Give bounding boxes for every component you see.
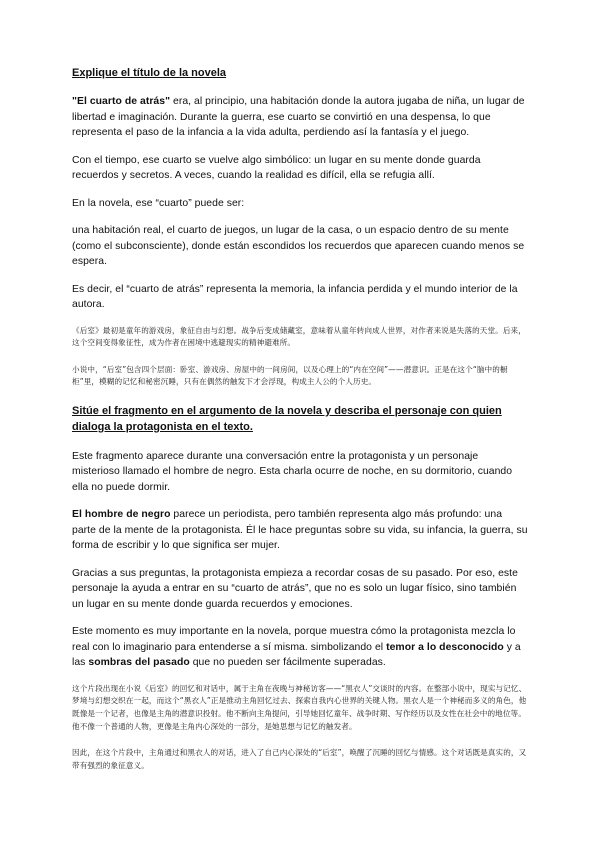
section-heading-fragment: Sitúe el fragmento en el argumento de la novela y describa el personaje con quien dialoga la protagonista en el texto. xyxy=(72,404,502,433)
paragraph-importance-text-a: Este momento es muy importante en la novela, porque muestra cómo la protagonista mezcla lo real con lo imaginario para entenderse a sí misma. simbolizando el xyxy=(72,626,516,653)
bold-fear-unknown: temor a lo desconocido xyxy=(386,641,504,653)
chinese-paragraph-3: 这个片段出现在小说《后室》的回忆和对话中，属于主角在夜晚与神秘访客——“黑衣人”交谈时的内容。在整部小说中，现实与记忆、梦境与幻想交织在一起，而这个“黑衣人”正是推动主角回忆过去、探索自我内心世界的关键人物。黑衣人是一个神秘而多义的角色，他既像是一个记者，也像是主角的潜意识投射。他不断向主角提问，引导她回忆童年、战争时期、写作经历以及女性在社会中的地位等。他不像一个普通的人物，更像是主角内心深处的一部分，是她思想与记忆的触发者。 xyxy=(72,683,527,731)
paragraph-memories: Gracias a sus preguntas, la protagonista empieza a recordar cosas de su pasado. Por eso, este personaje la ayuda a entrar en su “cuarto de atrás”, que no es solo un lugar físico, sino también un lugar en su mente donde guarda recuerdos y emociones. xyxy=(72,567,518,610)
paragraph-can-be: En la novela, ese “cuarto” puede ser: xyxy=(72,197,245,209)
paragraph-importance-text-d: que no pueden ser fácilmente superadas. xyxy=(189,657,386,669)
paragraph-summary: Es decir, el “cuarto de atrás” representa la memoria, la infancia perdida y el mundo interior de la autora. xyxy=(72,283,518,310)
paragraph-man-in-black-text: parece un periodista, pero también representa algo más profundo: una parte de la mente de la protagonista. Él le hace preguntas sobre su vida, su infancia, la guerra, su forma de escribir y lo que significa ser mujer. xyxy=(72,509,528,552)
paragraph-symbolic: Con el tiempo, ese cuarto se vuelve algo simbólico: un lugar en su mente donde guarda recuerdos y secretos. A veces, cuando la realidad es difícil, ella se refugia allí. xyxy=(72,154,481,181)
paragraph-intro xyxy=(72,94,528,141)
paragraph-importance-text-c: y a las xyxy=(72,641,521,669)
bold-title-phrase: "El cuarto de atrás" xyxy=(72,96,171,107)
document-body xyxy=(72,66,528,786)
paragraph-man-in-black xyxy=(72,507,528,554)
paragraph-intro-text: era, al principio, una habitación donde la autora jugaba de niña, un lugar de libertad e imaginación. Durante la guerra, ese cuarto se convirtió en una despensa, lo que representa el paso de la infancia a la vida adulta, perdiendo así la fantasía y el juego. xyxy=(72,96,525,138)
chinese-paragraph-2: 小说中，“后室”包含四个层面：卧室、游戏房、房屋中的一间房间，以及心理上的“内在空间”——潜意识。正是在这个“脑中的橱柜”里，模糊的记忆和秘密沉睡，只有在偶然的触发下才会浮现，构成主人公的个人历史。 xyxy=(72,364,508,387)
section-heading-title: Explique el título de la novela xyxy=(72,67,227,79)
chinese-paragraph-4: 因此，在这个片段中，主角通过和黑衣人的对话，进入了自己内心深处的“后室”，唤醒了沉睡的回忆与情感。这个对话既是真实的，又带有强烈的象征意义。 xyxy=(72,748,527,770)
chinese-paragraph-1: 《后室》最初是童年的游戏房，象征自由与幻想。战争后变成储藏室，意味着从童年转向成人世界，对作者来说是失落的天堂。后来，这个空间变得象征性，成为作者在困境中逃避现实的精神避难所。 xyxy=(72,325,526,348)
paragraph-fragment-context: Este fragmento aparece durante una conversación entre la protagonista y un personaje misterioso llamado el hombre de negro. Esta charla ocurre de noche, en su dormitorio, cuando ella no puede dormir. xyxy=(72,450,513,493)
bold-shadows-past: sombras del pasado xyxy=(88,657,190,669)
paragraph-room-types: una habitación real, el cuarto de juegos, un lugar de la casa, o un espacio dentro de su mente (como el subconsciente), donde están escondidos los recuerdos que aparecen cuando menos se espera. xyxy=(72,225,525,267)
paragraph-importance xyxy=(72,624,528,671)
bold-character-name: El hombre de negro xyxy=(72,509,171,521)
